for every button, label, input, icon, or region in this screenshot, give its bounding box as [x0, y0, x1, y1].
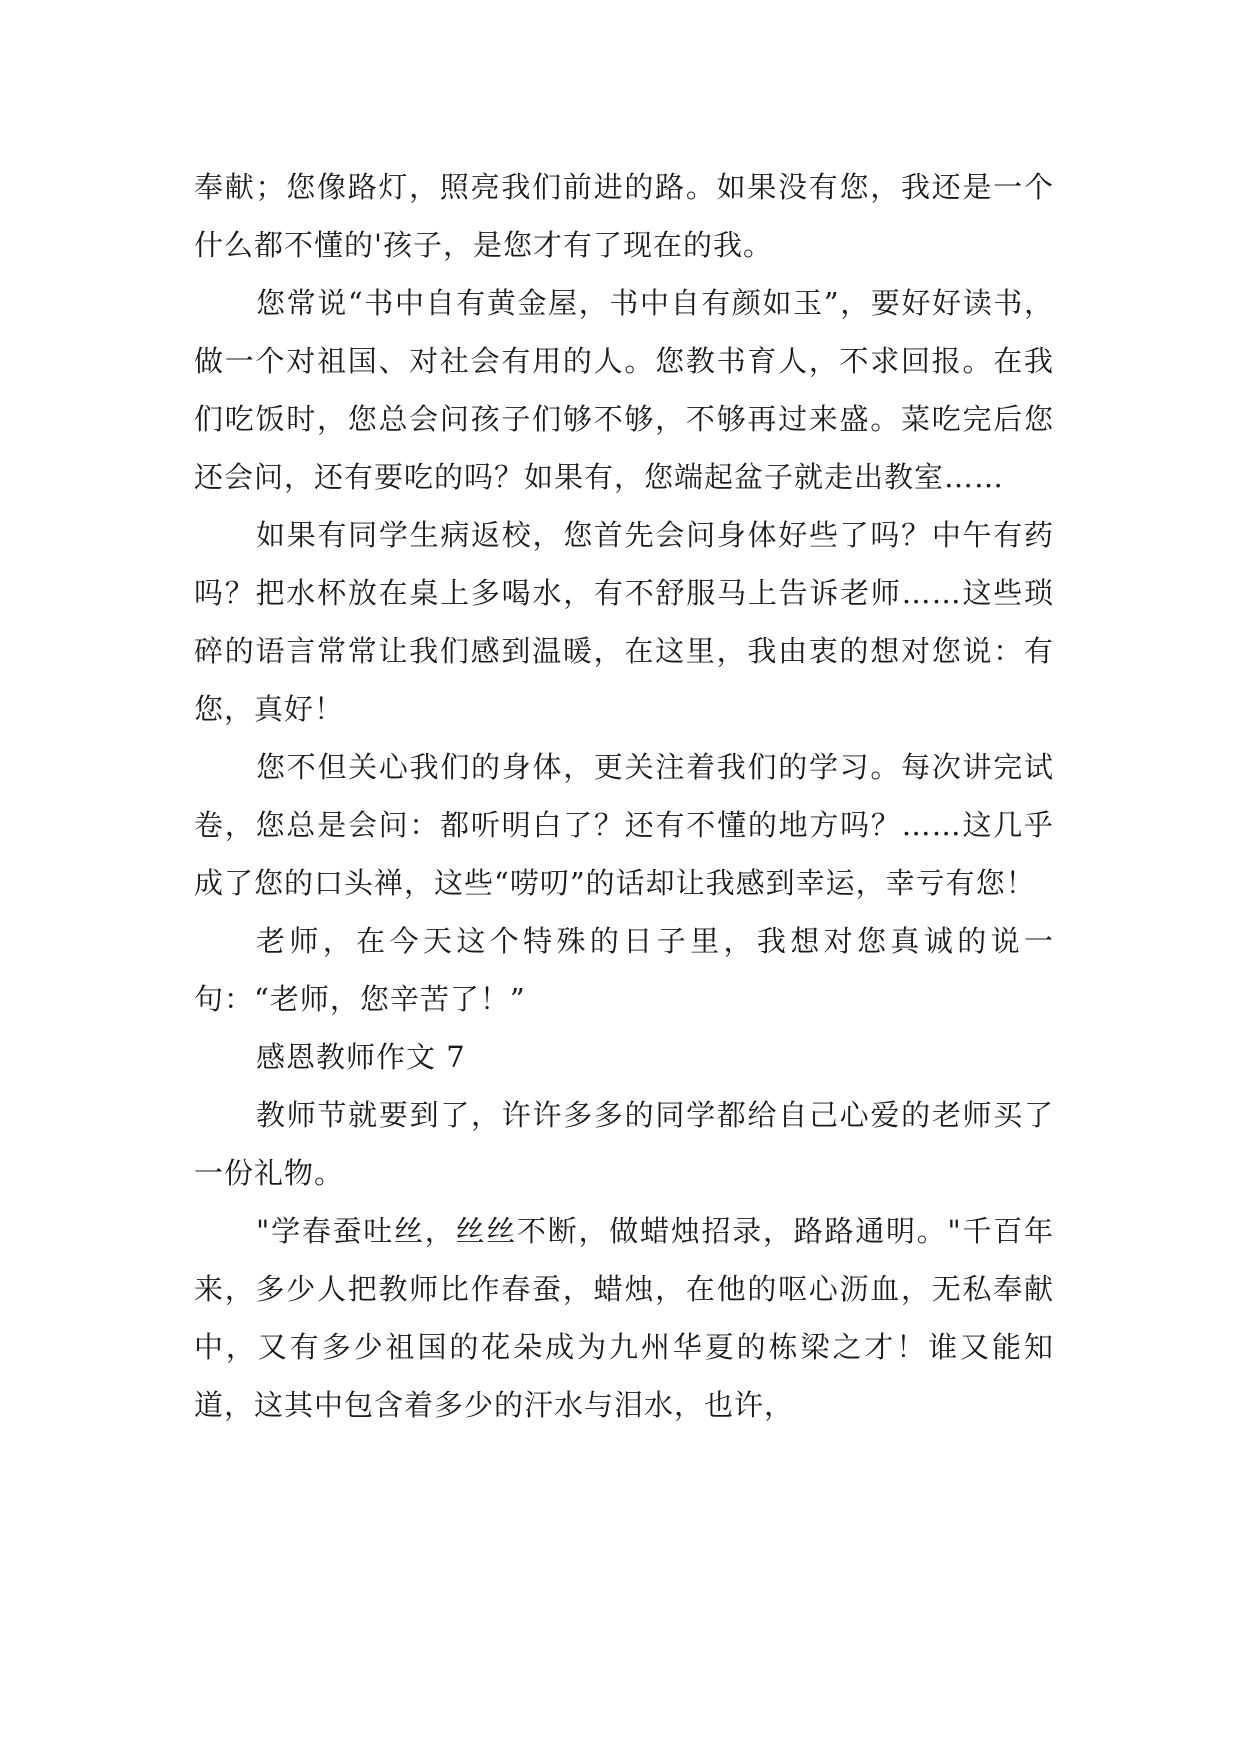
paragraph-3: 如果有同学生病返校，您首先会问身体好些了吗？中午有药吗？把水杯放在桌上多喝水，有不舒服马上告诉老师……这些琐碎的语言常常让我们感到温暖，在这里，我由衷的想对您说：有您，真好！ [194, 518, 1054, 726]
paragraph-5: 老师，在今天这个特殊的日子里，我想对您真诚的说一句：“老师，您辛苦了！” [194, 924, 1054, 1016]
paragraph-7: "学春蚕吐丝，丝丝不断，做蜡烛招录，路路通明。"千百年来，多少人把教师比作春蚕，蜡烛，在他的呕心沥血，无私奉献中，又有多少祖国的花朵成为九州华夏的栋梁之才！谁又能知道，这其中包含着多少的汗水与泪水，也许， [194, 1214, 1054, 1422]
paragraph-1: 奉献；您像路灯，照亮我们前进的路。如果没有您，我还是一个什么都不懂的'孩子，是您才有了现在的我。 [194, 170, 1054, 262]
paragraph-6: 教师节就要到了，许许多多的同学都给自己心爱的老师买了一份礼物。 [194, 1098, 1054, 1190]
paragraph-2: 您常说“书中自有黄金屋，书中自有颜如玉”，要好好读书，做一个对祖国、对社会有用的人。您教书育人，不求回报。在我们吃饭时，您总会问孩子们够不够，不够再过来盛。菜吃完后您还会问，还有要吃的吗？如果有，您端起盆子就走出教室…… [194, 286, 1054, 494]
document-body [194, 158, 1054, 1434]
section-heading: 感恩教师作文 7 [256, 1040, 466, 1074]
paragraph-4: 您不但关心我们的身体，更关注着我们的学习。每次讲完试卷，您总是会问：都听明白了？还有不懂的地方吗？……这几乎成了您的口头禅，这些“唠叨”的话却让我感到幸运，幸亏有您！ [194, 750, 1054, 900]
